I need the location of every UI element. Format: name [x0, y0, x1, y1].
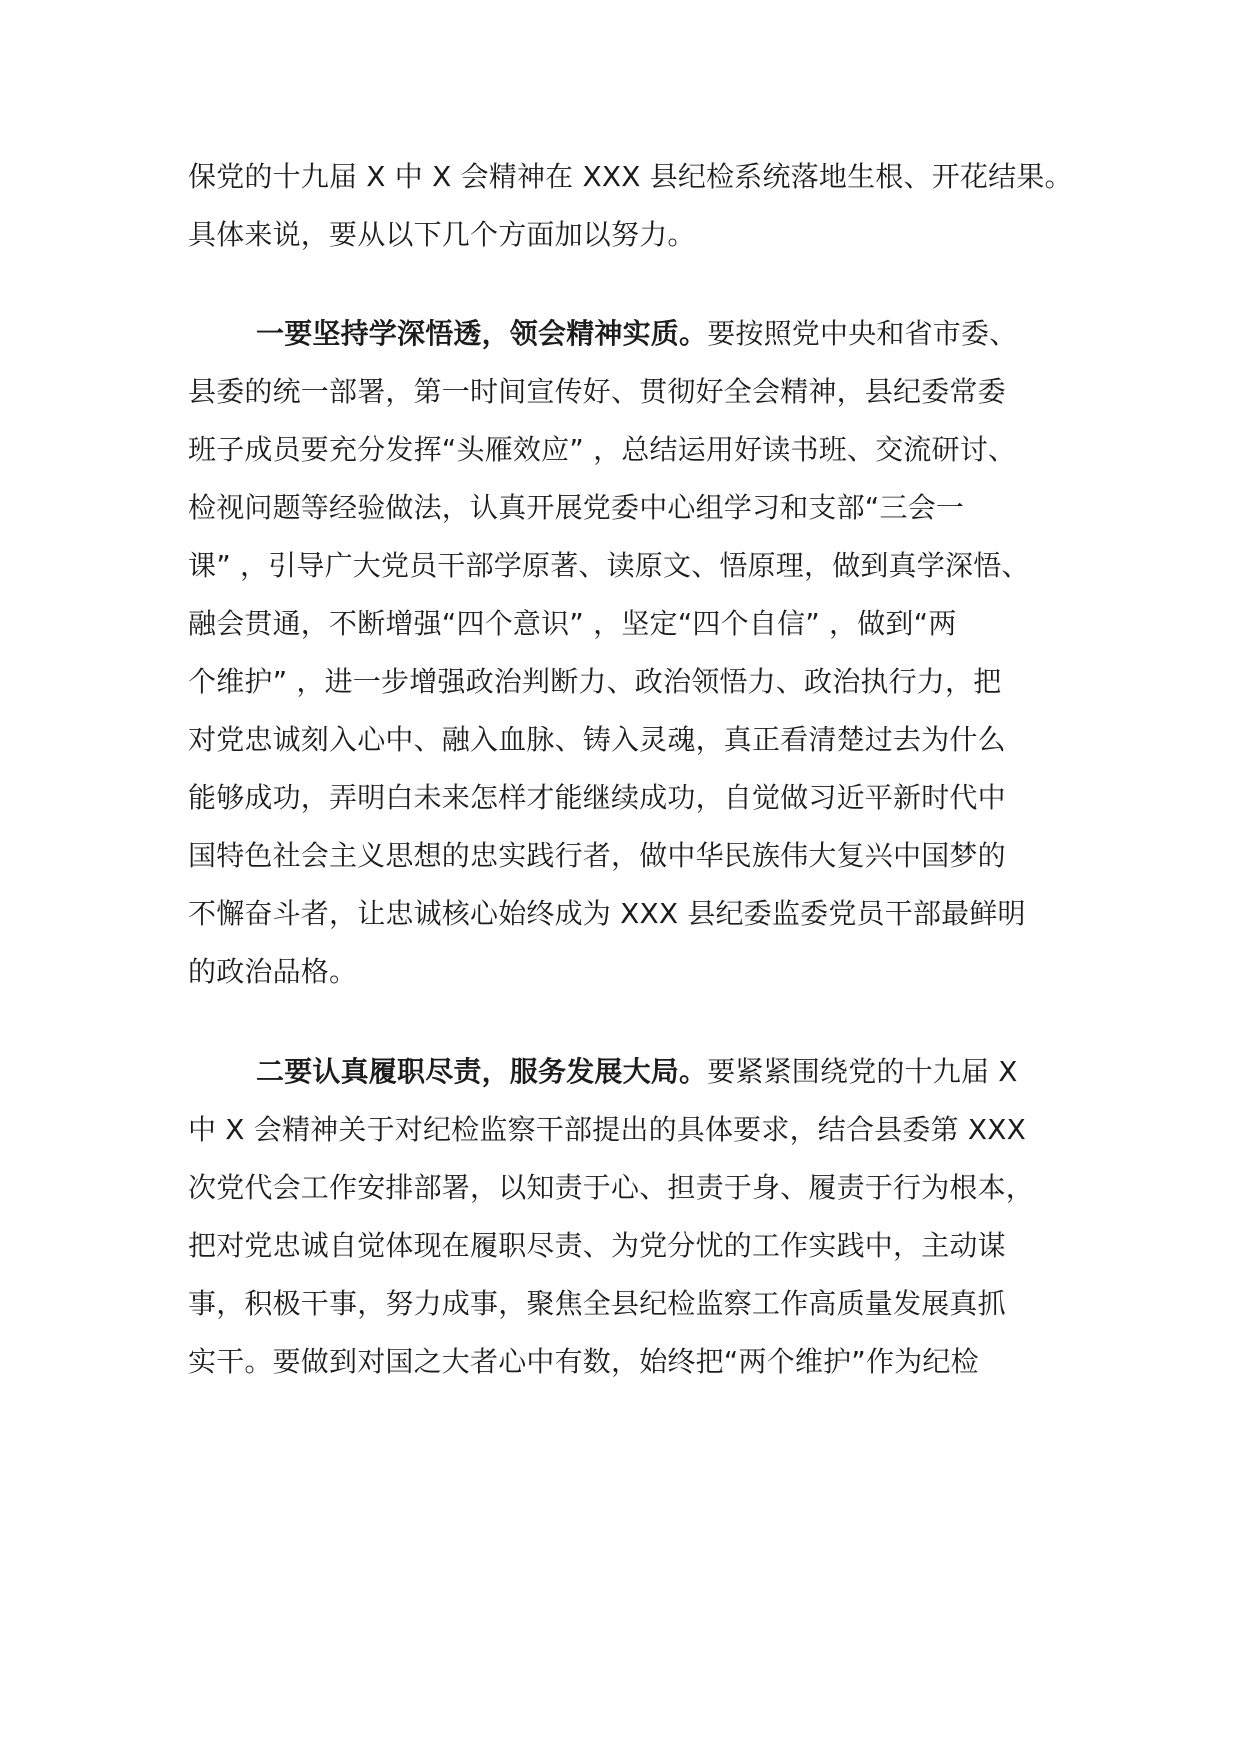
section1-line: 班子成员要充分发挥“头雁效应” ，总结运用好读书班、交流研讨、	[188, 433, 1017, 466]
section2-line: 事，积极干事，努力成事，聚焦全县纪检监察工作高质量发展真抓	[188, 1287, 1006, 1320]
section1-line: 县委的统一部署，第一时间宣传好、贯彻好全会精神，县纪委常委	[188, 375, 1006, 408]
section1-heading: 一要坚持学深悟透，领会精神实质。	[256, 317, 708, 350]
section1-line: 个维护” ，进一步增强政治判断力、政治领悟力、政治执行力，把	[188, 665, 1002, 698]
section2-line: 次党代会工作安排部署，以知责于心、担责于身、履责于行为根本，	[188, 1171, 1035, 1204]
section1-line: 国特色社会主义思想的忠实践行者，做中华民族伟大复兴中国梦的	[188, 839, 1006, 872]
section1-first-line	[256, 314, 1068, 354]
section1-line: 课” ，引导广大党员干部学原著、读原文、悟原理，做到真学深悟、	[188, 549, 1030, 582]
section2-line: 把对党忠诚自觉体现在履职尽责、为党分忧的工作实践中，主动谋	[188, 1229, 1006, 1262]
section1-line: 检视问题等经验做法，认真开展党委中心组学习和支部“三会一	[188, 491, 965, 524]
section2-first-line	[256, 1052, 1068, 1092]
section2-line: 中 X 会精神关于对纪检监察干部提出的具体要求，结合县委第 XXX	[188, 1113, 1027, 1146]
section1-line: 融会贯通，不断增强“四个意识” ，坚定“四个自信” ，做到“两	[188, 607, 957, 640]
section2-first-line-text: 要紧紧围绕党的十九届 X	[707, 1055, 1018, 1088]
section1-line: 能够成功，弄明白未来怎样才能继续成功，自觉做习近平新时代中	[188, 781, 1006, 814]
section1-line: 不懈奋斗者，让忠诚核心始终成为 XXX 县纪委监委党员干部最鲜明	[188, 897, 1026, 930]
section2-line: 实干。要做到对国之大者心中有数，始终把“两个维护”作为纪检	[188, 1345, 979, 1378]
section1-first-line-text: 要按照党中央和省市委、	[707, 317, 1018, 350]
section1-line: 的政治品格。	[188, 955, 358, 988]
intro-line-1: 保党的十九届 X 中 X 会精神在 XXX 县纪检系统落地生根、开花结果。	[188, 160, 1073, 193]
section1-line: 对党忠诚刻入心中、融入血脉、铸入灵魂，真正看清楚过去为什么	[188, 723, 1006, 756]
section2-heading: 二要认真履职尽责，服务发展大局。	[256, 1055, 708, 1088]
intro-line-2: 具体来说，要从以下几个方面加以努力。	[188, 218, 696, 251]
